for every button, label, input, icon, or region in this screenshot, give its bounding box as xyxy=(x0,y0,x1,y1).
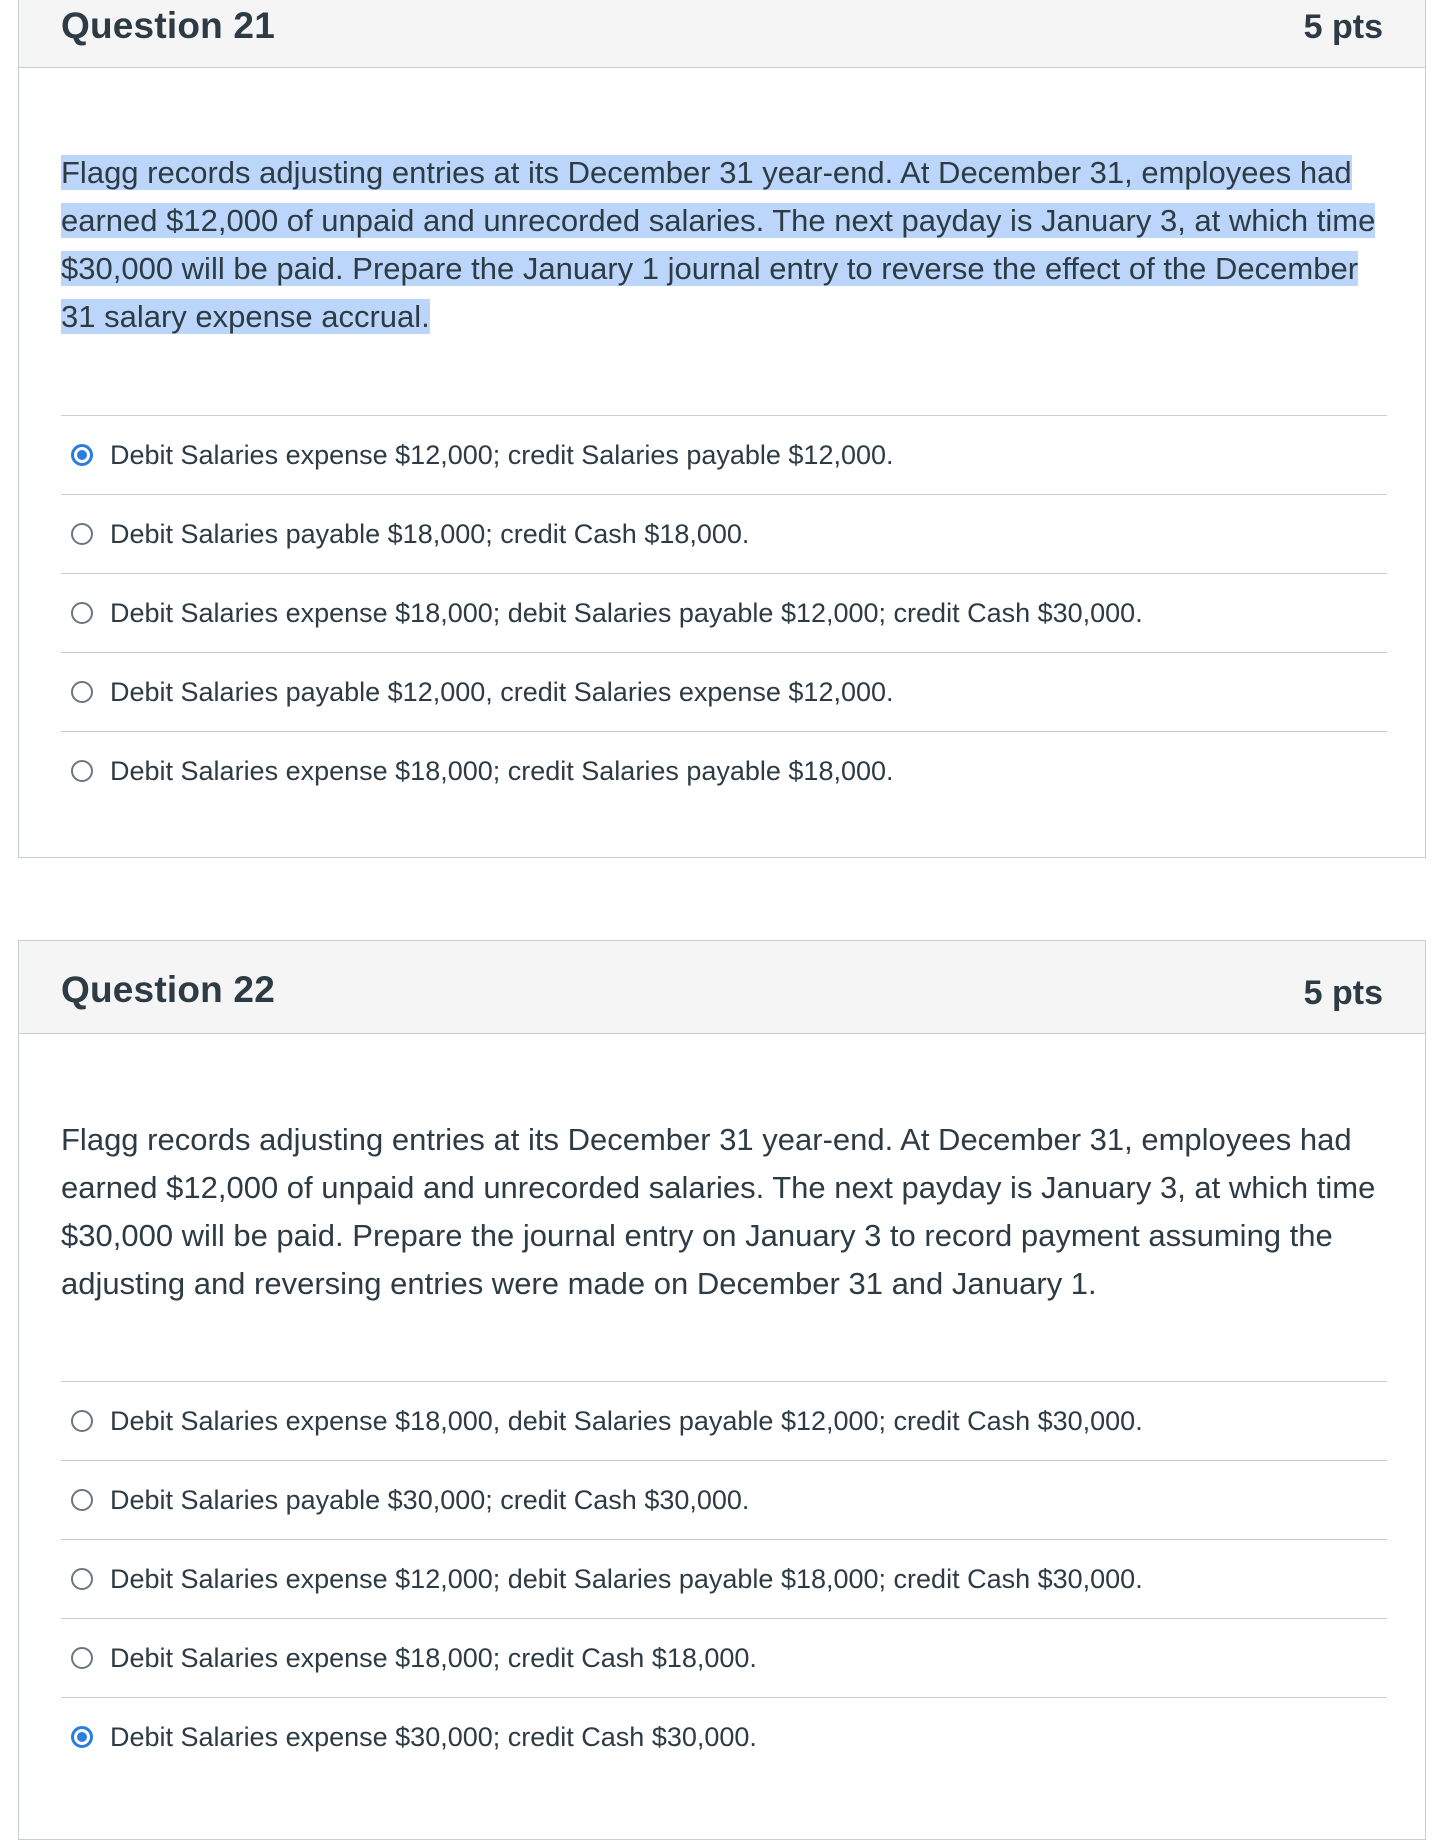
answer-option[interactable] xyxy=(61,1460,1387,1539)
answer-label: Debit Salaries expense $18,000; debit Salaries payable $12,000; credit Cash $30,000. xyxy=(110,597,1143,628)
question-points: 5 pts xyxy=(1303,8,1383,46)
question-header xyxy=(19,941,1425,1034)
radio-button-icon[interactable] xyxy=(71,444,93,466)
question-header xyxy=(19,0,1425,68)
radio-button-icon[interactable] xyxy=(71,602,93,624)
answer-label: Debit Salaries expense $18,000, debit Salaries payable $12,000; credit Cash $30,000. xyxy=(110,1405,1143,1436)
question-text xyxy=(61,149,1401,341)
answer-option[interactable] xyxy=(61,652,1387,731)
answer-label: Debit Salaries payable $18,000; credit Cash $18,000. xyxy=(110,518,750,549)
selected-question-text: Flagg records adjusting entries at its December 31 year-end. At December 31, employees had earned $12,000 of unpaid and unrecorded salaries. The next payday is January 3, at which time $30,000 will be paid. Prepare the January 1 journal entry to reverse the effect of the December 31 salary expense accrual. xyxy=(61,155,1376,334)
answer-list xyxy=(61,415,1387,810)
answer-option[interactable] xyxy=(61,494,1387,573)
radio-button-icon[interactable] xyxy=(71,760,93,782)
answer-label: Debit Salaries expense $12,000; credit Salaries payable $12,000. xyxy=(110,439,894,470)
answer-list xyxy=(61,1381,1387,1776)
question-22-card xyxy=(18,940,1426,1840)
answer-label: Debit Salaries payable $30,000; credit Cash $30,000. xyxy=(110,1484,750,1515)
answer-label: Debit Salaries expense $18,000; credit Cash $18,000. xyxy=(110,1642,757,1673)
radio-button-icon[interactable] xyxy=(71,681,93,703)
answer-option[interactable] xyxy=(61,1539,1387,1618)
radio-button-icon[interactable] xyxy=(71,1568,93,1590)
answer-option[interactable] xyxy=(61,415,1387,494)
question-points: 5 pts xyxy=(1303,974,1383,1012)
radio-button-icon[interactable] xyxy=(71,1726,93,1748)
radio-button-icon[interactable] xyxy=(71,1489,93,1511)
answer-label: Debit Salaries expense $30,000; credit Cash $30,000. xyxy=(110,1721,757,1752)
radio-button-icon[interactable] xyxy=(71,523,93,545)
answer-option[interactable] xyxy=(61,731,1387,810)
answer-label: Debit Salaries payable $12,000, credit Salaries expense $12,000. xyxy=(110,676,894,707)
radio-button-icon[interactable] xyxy=(71,1410,93,1432)
question-text: Flagg records adjusting entries at its December 31 year-end. At December 31, employees had earned $12,000 of unpaid and unrecorded salaries. The next payday is January 3, at which time $30,000 will be paid. Prepare the journal entry on January 3 to record payment assuming the adjusting and reversing entries were made on December 31 and January 1. xyxy=(61,1122,1376,1301)
answer-label: Debit Salaries expense $18,000; credit Salaries payable $18,000. xyxy=(110,755,894,786)
answer-option[interactable] xyxy=(61,1618,1387,1697)
answer-option[interactable] xyxy=(61,1381,1387,1460)
radio-button-icon[interactable] xyxy=(71,1647,93,1669)
question-title: Question 22 xyxy=(61,969,275,1010)
answer-option[interactable] xyxy=(61,1697,1387,1776)
question-title: Question 21 xyxy=(61,5,275,46)
answer-option[interactable] xyxy=(61,573,1387,652)
answer-label: Debit Salaries expense $12,000; debit Salaries payable $18,000; credit Cash $30,000. xyxy=(110,1563,1143,1594)
question-21-card xyxy=(18,0,1426,858)
